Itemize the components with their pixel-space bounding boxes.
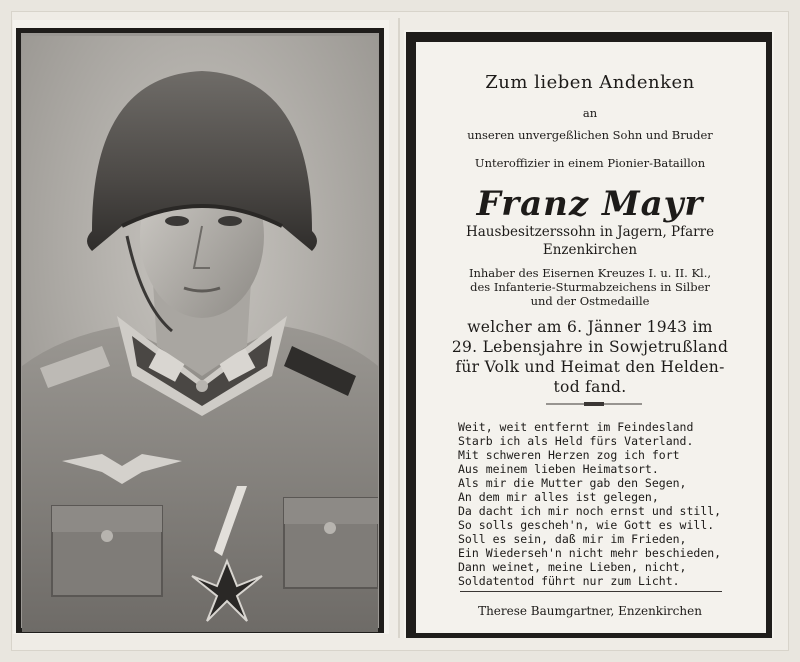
signature: Therese Baumgartner, Enzenkirchen — [478, 604, 702, 618]
memorial-text — [420, 44, 760, 630]
poem-line: Mit schweren Herzen zog ich fort — [458, 448, 680, 462]
origin-line-2: Enzenkirchen — [542, 242, 638, 258]
death-line-2: 29. Lebensjahre in Sowjetrußland — [451, 338, 729, 356]
awards-line-1: Inhaber des Eisernen Kreuzes I. u. II. Kl., — [468, 266, 712, 280]
poem-line: So solls gescheh'n, wie Gott es will. — [458, 518, 715, 532]
poem-line: Aus meinem lieben Heimatsort. — [458, 462, 659, 476]
signature-rule — [460, 591, 722, 592]
portrait-image — [22, 36, 378, 632]
soldier-portrait — [22, 36, 378, 632]
poem-line: Dann weinet, meine Lieben, nicht, — [458, 560, 687, 574]
line-family: unseren unvergeßlichen Sohn und Bruder — [467, 128, 713, 142]
poem-line: Da dacht ich mir noch ernst und still, — [458, 504, 722, 518]
poem-line: Als mir die Mutter gab den Segen, — [458, 476, 687, 490]
poem-line: Soldatentod führt nur zum Licht. — [458, 574, 680, 588]
awards-line-2: des Infanterie-Sturmabzeichens in Silber — [470, 280, 710, 294]
rank: Unteroffizier in einem Pionier-Bataillon — [474, 156, 706, 170]
deceased-name: Franz Mayr — [476, 184, 704, 224]
origin-line-1: Hausbesitzerssohn in Jagern, Pfarre — [465, 224, 715, 240]
awards-line-3: und der Ostmedaille — [530, 294, 650, 308]
poem-line: Soll es sein, daß mir im Frieden, — [458, 532, 687, 546]
death-line-1: welcher am 6. Jänner 1943 im — [467, 318, 713, 336]
poem-line: An dem mir alles ist gelegen, — [458, 490, 659, 504]
poem-line: Starb ich als Held fürs Vaterland. — [458, 434, 694, 448]
line-an: an — [582, 106, 598, 120]
card-fold — [398, 18, 400, 638]
death-line-4: tod fand. — [553, 378, 627, 396]
heading: Zum lieben Andenken — [485, 72, 695, 93]
poem-line: Ein Wiederseh'n nicht mehr beschieden, — [458, 546, 722, 560]
poem-line: Weit, weit entfernt im Feindesland — [458, 420, 694, 434]
ornament-divider — [546, 401, 642, 407]
death-line-3: für Volk und Heimat den Helden- — [455, 358, 725, 376]
